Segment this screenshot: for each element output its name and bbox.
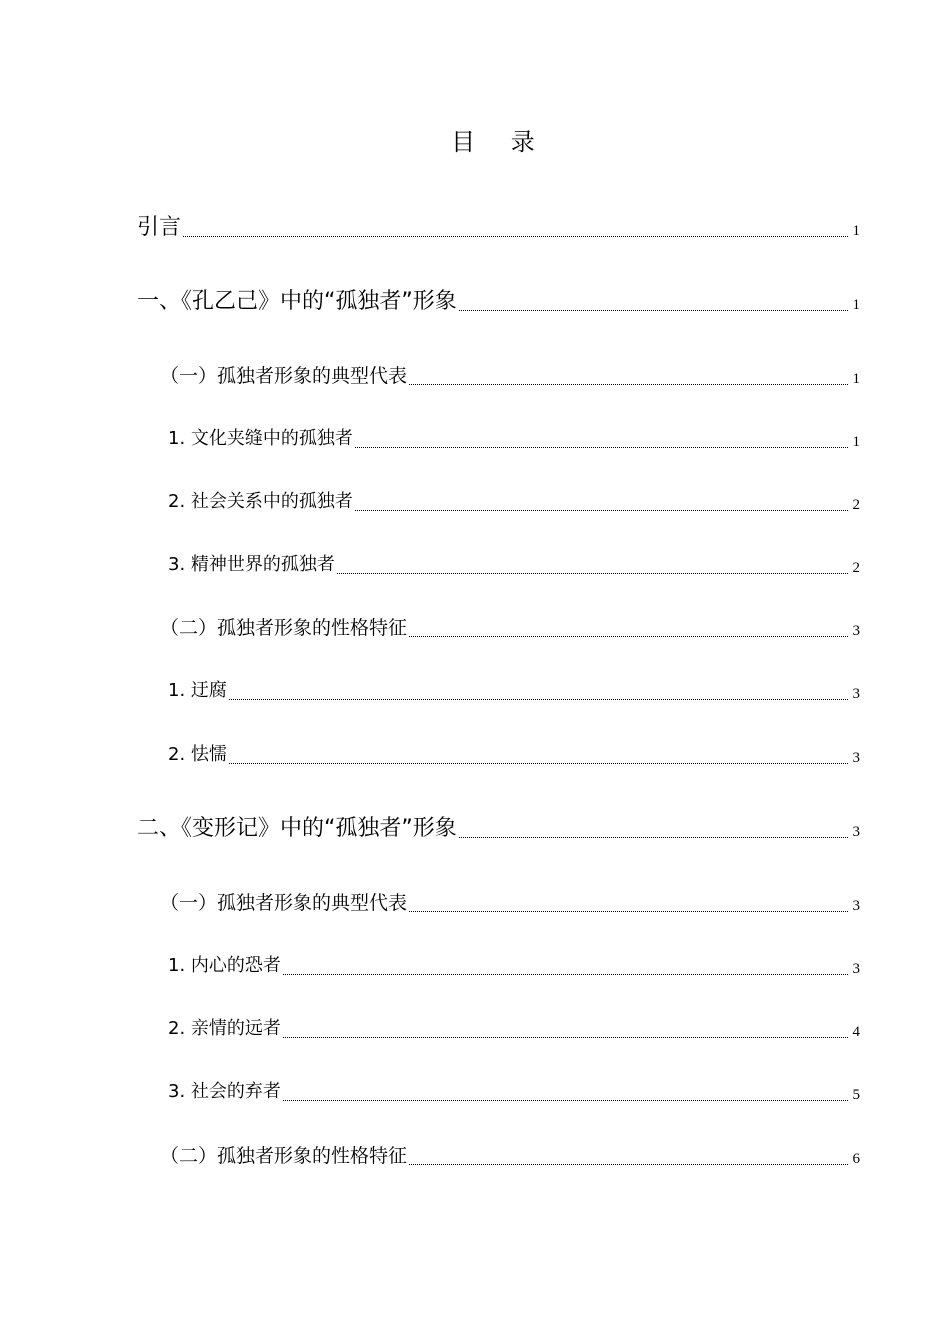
toc-entry-text: （二）孤独者形象的性格特征 <box>160 1145 408 1167</box>
toc-page-number: 3 <box>852 750 860 766</box>
toc-dot-leader <box>409 384 848 385</box>
toc-dot-leader <box>459 310 848 311</box>
toc-dot-leader <box>355 510 848 511</box>
toc-page-number: 3 <box>852 623 860 639</box>
toc-page-number: 1 <box>852 371 860 387</box>
toc-entry-text: 二、《变形记》中的“孤独者”形象 <box>137 816 457 841</box>
toc-page-number: 5 <box>852 1087 860 1103</box>
toc-entry-subsection-2-1-2[interactable] <box>168 1012 860 1042</box>
toc-dot-leader <box>409 636 848 637</box>
toc-page-number: 2 <box>852 560 860 576</box>
toc-dot-leader <box>283 974 848 975</box>
page-title: 目 录 <box>451 128 549 156</box>
toc-entry-text: （二）孤独者形象的性格特征 <box>160 617 408 639</box>
toc-entry-text: 引言 <box>137 215 182 240</box>
toc-entry-subsection-1-1-2[interactable] <box>168 485 860 515</box>
toc-entry-subsection-1-1-1[interactable] <box>168 422 860 452</box>
toc-dot-leader <box>283 1037 848 1038</box>
toc-page-number: 3 <box>852 824 860 840</box>
toc-entry-subsection-1-1-3[interactable] <box>168 548 860 578</box>
toc-entry-subsection-2-1-3[interactable] <box>168 1075 860 1105</box>
toc-entry-text: （一）孤独者形象的典型代表 <box>160 365 408 387</box>
toc-entry-text: 3. 精神世界的孤独者 <box>168 554 335 575</box>
toc-entry-introduction[interactable] <box>137 211 860 241</box>
toc-dot-leader <box>229 699 848 700</box>
toc-page-number: 3 <box>852 961 860 977</box>
toc-entry-section-1-1[interactable] <box>160 359 860 389</box>
toc-entry-text: 1. 文化夹缝中的孤独者 <box>168 428 353 449</box>
toc-entry-text: 1. 迂腐 <box>168 680 227 701</box>
toc-page-number: 1 <box>852 297 860 313</box>
toc-entry-text: 2. 怯懦 <box>168 744 227 765</box>
toc-page-number: 1 <box>852 223 860 239</box>
toc-entry-chapter-2[interactable] <box>137 812 860 842</box>
toc-dot-leader <box>283 1100 848 1101</box>
toc-entry-section-1-2[interactable] <box>160 611 860 641</box>
toc-entry-text: （一）孤独者形象的典型代表 <box>160 892 408 914</box>
toc-dot-leader <box>183 236 848 237</box>
toc-page-number: 3 <box>852 686 860 702</box>
toc-dot-leader <box>355 447 848 448</box>
toc-entry-section-2-2[interactable] <box>160 1139 860 1169</box>
toc-dot-leader <box>229 763 848 764</box>
toc-dot-leader <box>337 573 848 574</box>
toc-dot-leader <box>409 1164 848 1165</box>
toc-entry-subsection-2-1-1[interactable] <box>168 949 860 979</box>
toc-page-number: 4 <box>852 1024 860 1040</box>
toc-page-number: 6 <box>852 1151 860 1167</box>
toc-page-number: 3 <box>852 898 860 914</box>
toc-entry-text: 2. 社会关系中的孤独者 <box>168 491 353 512</box>
toc-entry-text: 2. 亲情的远者 <box>168 1018 281 1039</box>
toc-entry-text: 3. 社会的弃者 <box>168 1081 281 1102</box>
toc-page-number: 2 <box>852 497 860 513</box>
toc-entry-section-2-1[interactable] <box>160 886 860 916</box>
toc-entry-chapter-1[interactable] <box>137 285 860 315</box>
toc-page-number: 1 <box>852 434 860 450</box>
toc-dot-leader <box>459 837 848 838</box>
toc-entry-text: 1. 内心的恐者 <box>168 955 281 976</box>
toc-entry-subsection-1-2-1[interactable] <box>168 674 860 704</box>
toc-entry-subsection-1-2-2[interactable] <box>168 738 860 768</box>
toc-entry-text: 一、《孔乙己》中的“孤独者”形象 <box>137 289 457 314</box>
toc-dot-leader <box>409 911 848 912</box>
